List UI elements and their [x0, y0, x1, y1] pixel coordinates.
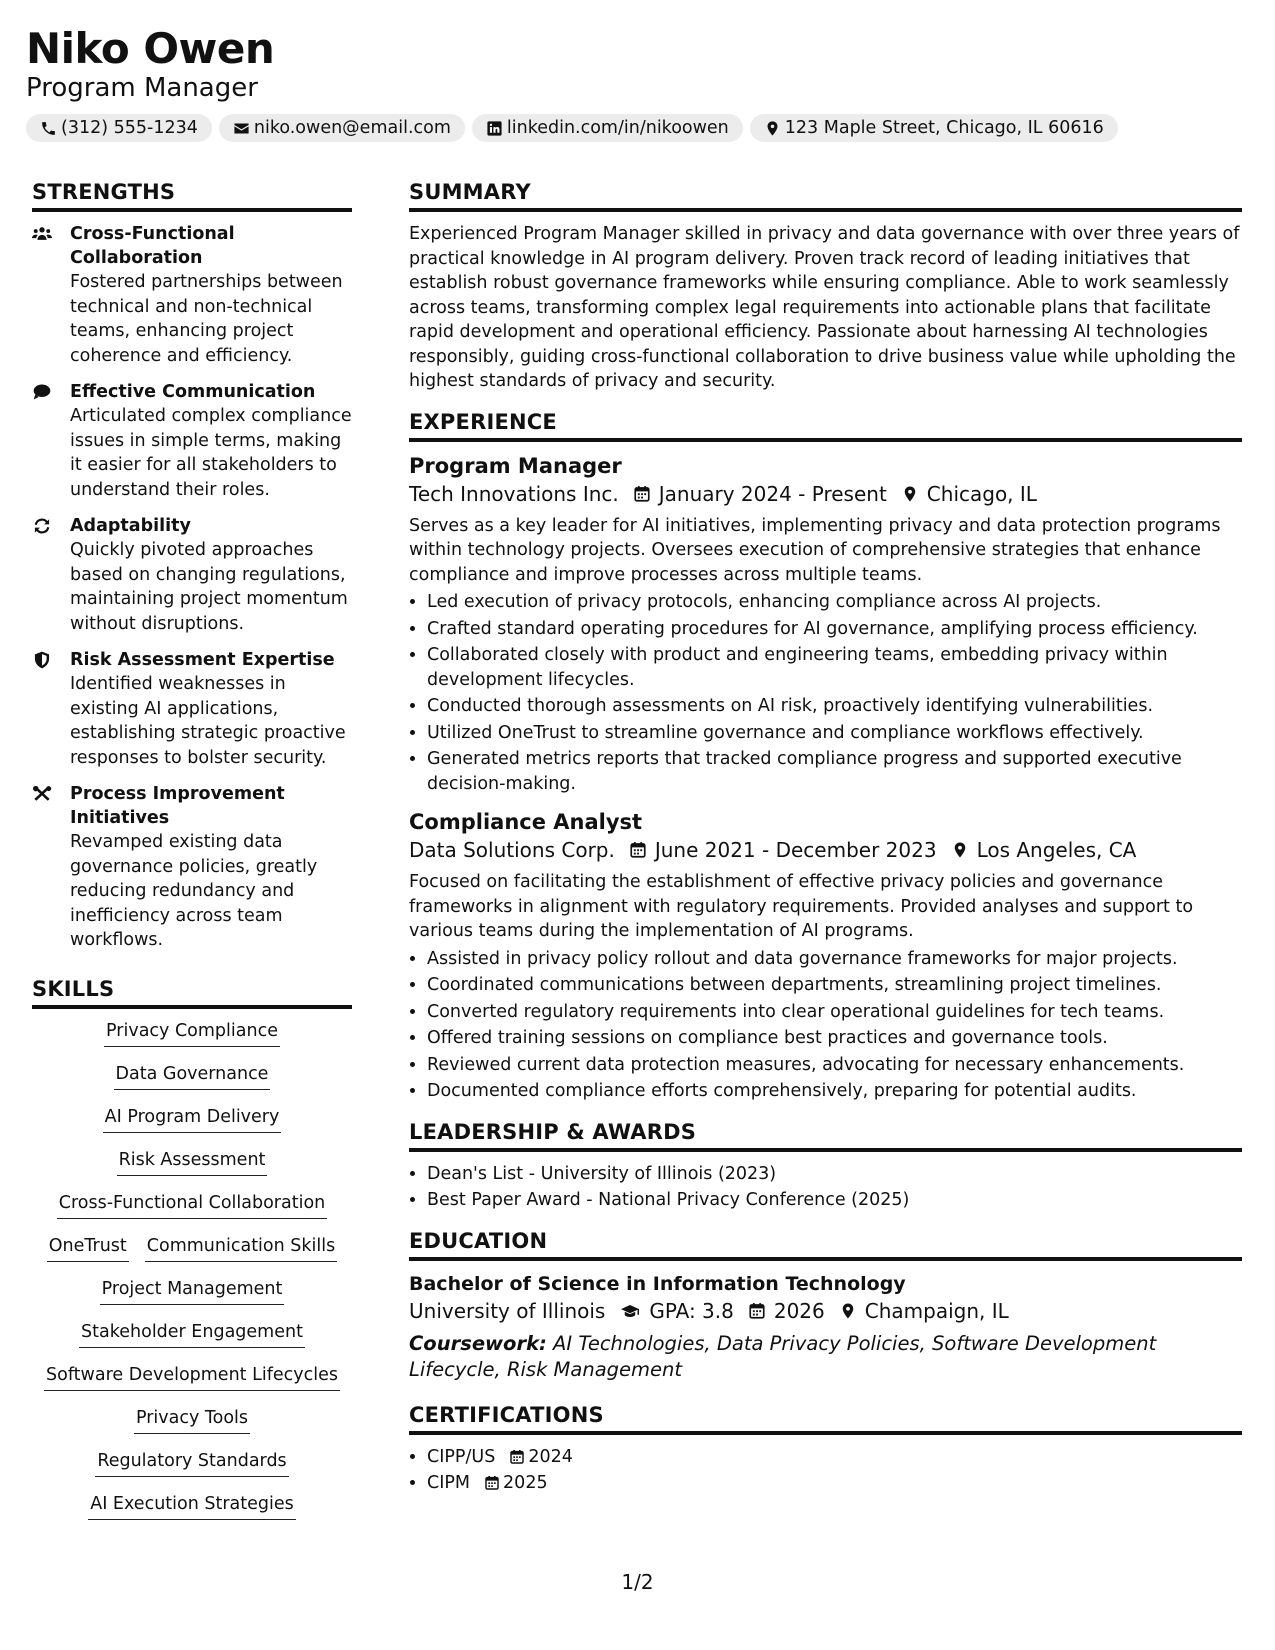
right-column: [409, 178, 1242, 1498]
envelope-icon: [233, 120, 250, 137]
job-location: Chicago, IL: [926, 481, 1037, 506]
cert-year: 2025: [503, 1473, 548, 1493]
skill-tag: Privacy Tools: [134, 1406, 250, 1434]
certification-item: [427, 1471, 1242, 1496]
address-text: 123 Maple Street, Chicago, IL 60616: [784, 118, 1104, 138]
job-bullets: [409, 947, 1242, 1104]
certification-item: [427, 1445, 1242, 1470]
shield-icon: [32, 651, 52, 669]
strength-desc: Identified weaknesses in existing AI applications, establishing strategic proactive responses to bolster security.: [70, 674, 346, 768]
cert-name: • CIPM: [427, 1473, 471, 1493]
job-bullet: • Documented compliance efforts comprehensively, preparing for potential audits.: [427, 1079, 1242, 1104]
calendar-icon: [629, 841, 647, 859]
map-pin-icon: [839, 1302, 857, 1320]
graduation-year: 2026: [773, 1298, 825, 1323]
job-entry: [409, 452, 1242, 797]
calendar-icon: [748, 1302, 766, 1320]
job-bullet: • Assisted in privacy policy rollout and data governance frameworks for major projects.: [427, 947, 1242, 972]
job-bullet: • Led execution of privacy protocols, enhancing compliance across AI projects.: [427, 590, 1242, 615]
skills-heading: SKILLS: [32, 975, 352, 1009]
strength-desc: Quickly pivoted approaches based on changing regulations, maintaining project momentum without disruptions.: [70, 540, 348, 634]
email-text: niko.owen@email.com: [253, 118, 451, 138]
graduation-cap-icon: [619, 1302, 641, 1320]
cert-year: 2024: [528, 1446, 573, 1467]
school-name: University of Illinois: [409, 1298, 606, 1323]
job-bullet: • Utilized OneTrust to streamline governance and compliance workflows effectively.: [427, 721, 1242, 746]
job-description: Focused on facilitating the establishment of effective privacy policies and governance frameworks in alignment with regulatory requirements. Provided analyses and support to various teams during the implementation of AI programs.: [409, 872, 1194, 941]
skill-tag: Communication Skills: [145, 1234, 337, 1262]
strength-name: Risk Assessment Expertise: [70, 650, 335, 670]
job-dates: January 2024 - Present: [658, 481, 887, 506]
coursework-label: Coursework:: [409, 1331, 547, 1355]
certifications-heading: CERTIFICATIONS: [409, 1401, 1242, 1435]
left-column: [32, 178, 352, 1535]
coursework: [409, 1331, 1242, 1383]
job-company: Tech Innovations Inc.: [409, 481, 619, 506]
job-title: Program Manager: [409, 453, 622, 478]
tools-icon: [32, 785, 52, 803]
skill-tag: Stakeholder Engagement: [79, 1320, 305, 1348]
job-bullets: [409, 590, 1242, 796]
awards-list: [409, 1162, 1242, 1213]
job-description: Serves as a key leader for AI initiatives, implementing privacy and data protection programs within technology projects. Oversees execution of comprehensive strategies that enhance compliance and improve processes across multiple teams.: [409, 515, 1221, 585]
map-pin-icon: [901, 485, 919, 503]
strength-item: [32, 648, 352, 770]
job-bullet: • Offered training sessions on compliance best practices and governance tools.: [427, 1026, 1242, 1051]
linkedin-text: linkedin.com/in/nikoowen: [506, 118, 729, 138]
job-bullet: • Reviewed current data protection measures, advocating for necessary enhancements.: [427, 1053, 1242, 1078]
job-bullet: • Collaborated closely with product and engineering teams, embedding privacy within development lifecycles.: [427, 643, 1242, 692]
phone-text: (312) 555-1234: [61, 118, 198, 138]
skill-tag: Risk Assessment: [117, 1148, 268, 1176]
job-dates: June 2021 - December 2023: [654, 838, 937, 862]
skill-tag: Cross-Functional Collaboration: [57, 1191, 328, 1219]
strength-name: Effective Communication: [70, 382, 316, 402]
gpa: GPA: 3.8: [649, 1298, 734, 1323]
award-item: • Dean's List - University of Illinois (2023): [427, 1162, 1242, 1187]
speech-bubble-icon: [32, 383, 52, 401]
candidate-name: Niko Owen: [26, 24, 275, 73]
strength-desc: Revamped existing data governance policies, greatly reducing redundancy and inefficiency across team workflows.: [70, 832, 318, 950]
job-entry: [409, 808, 1242, 1104]
users-icon: [32, 225, 52, 243]
map-pin-icon: [764, 120, 781, 137]
skill-tag: Regulatory Standards: [95, 1449, 288, 1477]
contact-bar: [26, 114, 1118, 142]
sync-arrows-icon: [32, 517, 52, 535]
job-bullet: • Converted regulatory requirements into clear operational guidelines for tech teams.: [427, 1000, 1242, 1025]
cert-name: • CIPP/US: [427, 1446, 496, 1467]
strength-item: [32, 380, 352, 502]
summary-heading: SUMMARY: [409, 178, 1242, 212]
strengths-heading: STRENGTHS: [32, 178, 352, 212]
skill-tag: AI Program Delivery: [103, 1105, 282, 1133]
phone-icon: [40, 120, 57, 137]
summary-text: Experienced Program Manager skilled in privacy and data governance with over three years of practical knowledge in AI program delivery. Proven track record of leading initiatives that establish robust governance frameworks while ensuring compliance. Able to work seamlessly across teams, transforming complex legal requirements into actionable plans that facilitate rapid development and operational efficiency. Passionate about harnessing AI technologies responsibly, guiding cross-functional collaboration to drive business value while upholding the highest standards of privacy and security.: [409, 224, 1240, 391]
map-pin-icon: [951, 841, 969, 859]
education-heading: EDUCATION: [409, 1227, 1242, 1261]
strength-item: [32, 514, 352, 636]
email-pill[interactable]: [219, 114, 465, 142]
page-number: 1/2: [621, 1570, 654, 1594]
job-bullet: • Conducted thorough assessments on AI risk, proactively identifying vulnerabilities.: [427, 694, 1242, 719]
linkedin-icon: [486, 120, 503, 137]
certifications-list: [409, 1445, 1242, 1496]
strength-desc: Fostered partnerships between technical and non-technical teams, enhancing project coherence and efficiency.: [70, 272, 343, 366]
strength-item: [32, 782, 352, 953]
coursework-list: AI Technologies, Data Privacy Policies, Software Development Lifecycle, Risk Management: [409, 1331, 1157, 1381]
school-location: Champaign, IL: [864, 1298, 1009, 1323]
job-location: Los Angeles, CA: [976, 838, 1137, 862]
strength-name: Cross-Functional Collaboration: [70, 224, 235, 268]
award-item: • Best Paper Award - National Privacy Conference (2025): [427, 1188, 1242, 1213]
job-bullet: • Crafted standard operating procedures for AI governance, amplifying process efficiency.: [427, 617, 1242, 642]
address-pill[interactable]: [750, 114, 1118, 142]
skills-list: [32, 1019, 352, 1535]
calendar-icon: [633, 485, 651, 503]
job-meta: [409, 836, 1242, 864]
degree-name: Bachelor of Science in Information Technology: [409, 1272, 906, 1295]
skill-tag: Software Development Lifecycles: [44, 1363, 340, 1391]
strength-desc: Articulated complex compliance issues in simple terms, making it easier for all stakeholders to understand their roles.: [70, 406, 352, 500]
education-meta: [409, 1297, 1242, 1325]
strength-item: [32, 222, 352, 368]
skill-tag: Privacy Compliance: [104, 1019, 280, 1047]
skill-tag: Data Governance: [114, 1062, 271, 1090]
phone-pill[interactable]: [26, 114, 212, 142]
calendar-icon: [484, 1475, 500, 1491]
strength-name: Adaptability: [70, 516, 191, 536]
skill-tag: AI Execution Strategies: [88, 1492, 296, 1520]
resume-header: [26, 24, 274, 104]
skill-tag: Project Management: [100, 1277, 285, 1305]
job-meta: [409, 480, 1242, 508]
linkedin-pill[interactable]: [472, 114, 743, 142]
experience-heading: EXPERIENCE: [409, 408, 1242, 442]
skill-tag: OneTrust: [47, 1234, 129, 1262]
leadership-heading: LEADERSHIP & AWARDS: [409, 1118, 1242, 1152]
calendar-icon: [509, 1449, 525, 1465]
job-title: Compliance Analyst: [409, 810, 643, 834]
job-bullet: • Coordinated communications between departments, streamlining project timelines.: [427, 973, 1242, 998]
strength-name: Process Improvement Initiatives: [70, 784, 285, 828]
candidate-title: Program Manager: [26, 73, 258, 103]
job-company: Data Solutions Corp.: [409, 838, 615, 862]
job-bullet: • Generated metrics reports that tracked compliance progress and supported executive decision-making.: [427, 747, 1242, 796]
